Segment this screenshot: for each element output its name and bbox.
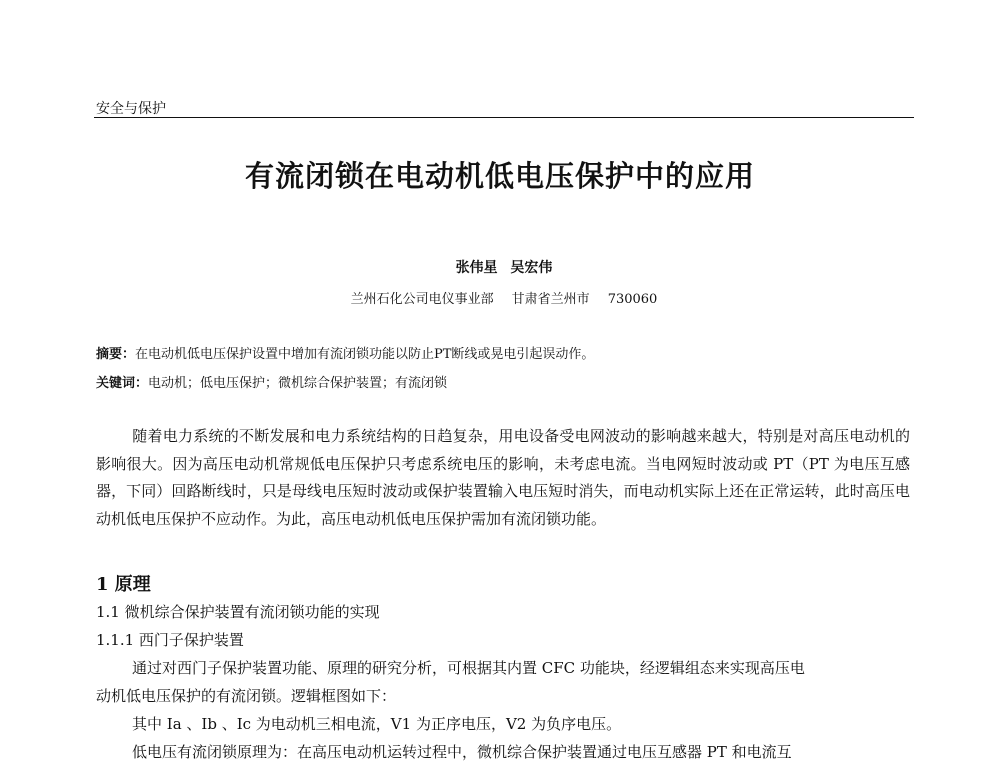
principle-paragraph-partial: 低电压有流闭锁原理为：在高压电动机运转过程中，微机综合保护装置通过电压互感器 PT 和电流互 [132, 743, 792, 761]
currents-paragraph: 其中 Ia 、Ib 、Ic 为电动机三相电流，V1 为正序电压，V2 为负序电压。 [132, 715, 622, 733]
affiliation-place: 甘肃省兰州市 [511, 292, 590, 307]
keywords [96, 372, 447, 391]
keywords-text: 电动机；低电压保护；微机综合保护装置；有流闭锁 [148, 376, 448, 391]
keywords-label: 关键词： [96, 376, 149, 391]
article-affiliation [0, 288, 1000, 307]
header-rule [94, 117, 914, 118]
intro-paragraph [96, 423, 910, 533]
article-title: 有流闭锁在电动机低电压保护中的应用 [244, 159, 755, 193]
abstract [96, 343, 594, 362]
abstract-text: 在电动机低电压保护设置中增加有流闭锁功能以防止PT断线或晃电引起误动作。 [135, 347, 595, 362]
section-1-1-heading: 1.1 微机综合保护装置有流闭锁功能的实现 [96, 603, 380, 621]
affiliation-org: 兰州石化公司电仪事业部 [350, 292, 494, 307]
article-authors: 张伟星 吴宏伟 [455, 260, 553, 276]
section-label: 安全与保护 [96, 101, 166, 117]
affiliation-postcode: 730060 [607, 292, 658, 307]
siemens-paragraph-line-2: 动机低电压保护的有流闭锁。逻辑框图如下： [96, 687, 397, 705]
siemens-paragraph-line-1: 通过对西门子保护装置功能、原理的研究分析，可根据其内置 CFC 功能块，经逻辑组态来实现高压电 [132, 659, 805, 677]
abstract-label: 摘要： [96, 347, 136, 362]
section-1-1-1-heading: 1.1.1 西门子保护装置 [96, 631, 244, 649]
section-1-heading: 1 原理 [96, 574, 151, 595]
intro-paragraph-text: 随着电力系统的不断发展和电力系统结构的日趋复杂，用电设备受电网波动的影响越来越大，特别是对高压电动机的影响很大。因为高压电动机常规低电压保护只考虑系统电压的影响，未考虑电流。当电网短时波动或 PT（PT 为电压互感器，下同）回路断线时，只是母线电压短时波动或保护装置输入电压短时消失，而电动机实际上还在正常运转，此时高压电动机低电压保护不应动作。为此，高压电动机低电压保护需加有流闭锁功能。 [96, 427, 910, 528]
